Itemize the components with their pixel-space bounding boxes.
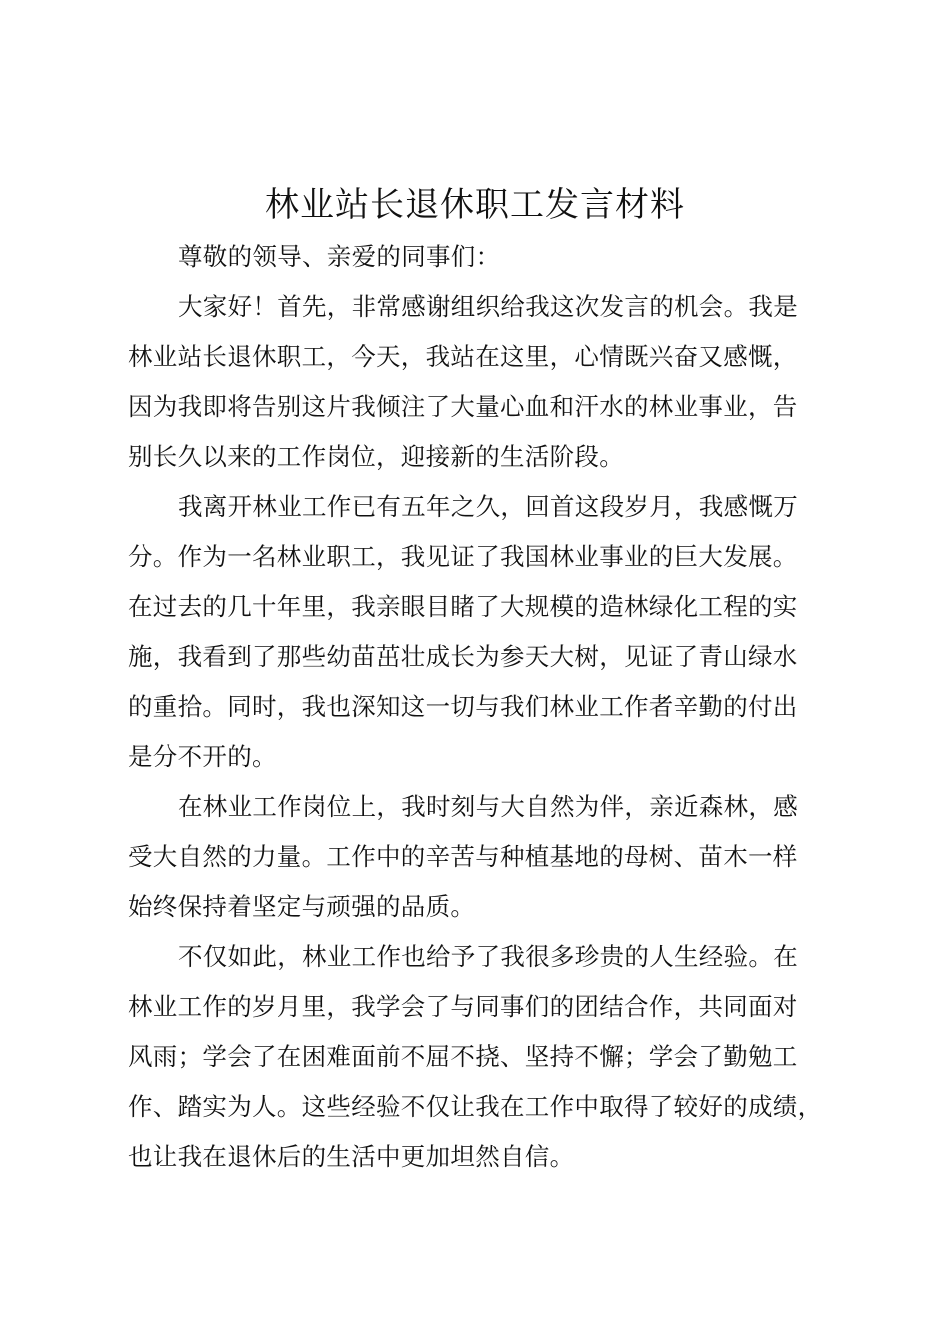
text-line: 大家好！首先，非常感谢组织给我这次发言的机会。我是: [178, 292, 798, 321]
text-line: 的重拾。同时，我也深知这一切与我们林业工作者辛勤的付出: [128, 692, 798, 721]
text-line: 分。作为一名林业职工，我见证了我国林业事业的巨大发展。: [128, 542, 798, 571]
text-line: 在林业工作岗位上，我时刻与大自然为伴，亲近森林，感: [178, 792, 798, 821]
paragraph-reflection: [128, 482, 838, 782]
paragraph-greeting: [128, 282, 838, 482]
text-line: 在过去的几十年里，我亲眼目睹了大规模的造林绿化工程的实: [128, 592, 798, 621]
document-title: 林业站长退休职工发言材料: [265, 185, 685, 225]
text-line: 别长久以来的工作岗位，迎接新的生活阶段。: [128, 442, 624, 471]
text-line: 也让我在退休后的生活中更加坦然自信。: [128, 1142, 575, 1171]
text-line: 始终保持着坚定与顽强的品质。: [128, 892, 476, 921]
text-line: 是分不开的。: [128, 742, 277, 771]
text-line: 因为我即将告别这片我倾注了大量心血和汗水的林业事业，告: [128, 392, 798, 421]
text-line: 我离开林业工作已有五年之久，回首这段岁月，我感慨万: [178, 492, 798, 521]
paragraph-nature: [128, 782, 838, 932]
text-line: 受大自然的力量。工作中的辛苦与种植基地的母树、苗木一样: [128, 842, 798, 871]
text-line: 林业站长退休职工，今天，我站在这里，心情既兴奋又感慨，: [128, 342, 798, 371]
text-line: 林业工作的岁月里，我学会了与同事们的团结合作，共同面对: [128, 992, 798, 1021]
text-line: 作、踏实为人。这些经验不仅让我在工作中取得了较好的成绩，: [128, 1092, 823, 1121]
text-line: 施，我看到了那些幼苗茁壮成长为参天大树，见证了青山绿水: [128, 642, 798, 671]
paragraph-salutation: [128, 232, 838, 282]
document-body: [128, 232, 838, 1182]
text-line: 风雨；学会了在困难面前不屈不挠、坚持不懈；学会了勤勉工: [128, 1042, 798, 1071]
text-line: 尊敬的领导、亲爱的同事们：: [178, 242, 501, 271]
text-line: 不仅如此，林业工作也给予了我很多珍贵的人生经验。在: [178, 942, 798, 971]
paragraph-experience: [128, 932, 838, 1182]
